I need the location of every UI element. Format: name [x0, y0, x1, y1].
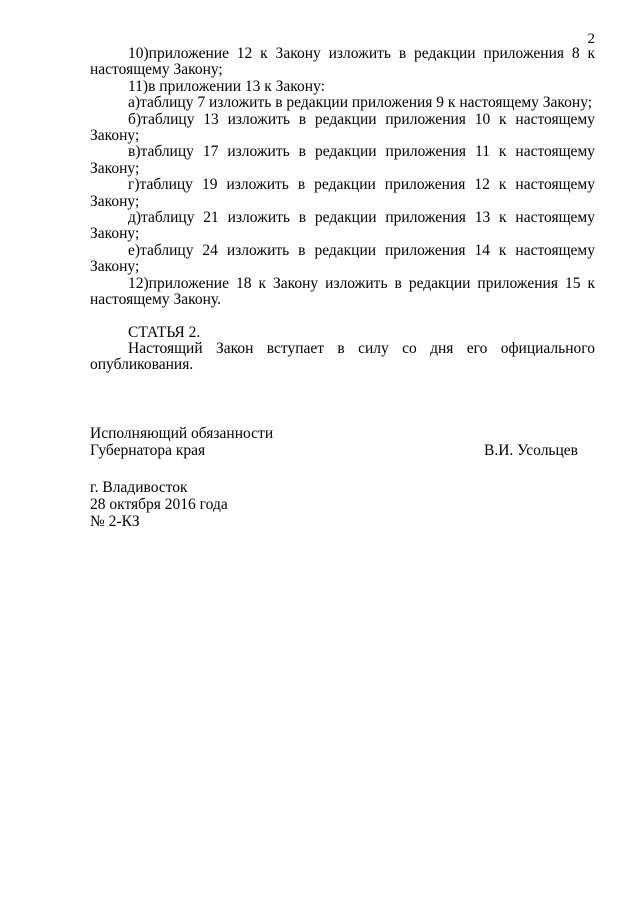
document-body — [90, 46, 595, 374]
signature-block — [90, 425, 580, 459]
article-heading: СТАТЬЯ 2. — [128, 323, 201, 341]
signature-row — [90, 442, 580, 459]
list-item-11d: д)таблицу 21 изложить в редакции приложения 13 к настоящему Закону; — [90, 209, 595, 243]
signatory-name: В.И. Усольцев — [484, 442, 578, 459]
list-item-11: 11)в приложении 13 к Закону: — [128, 77, 325, 95]
list-item-11v: в)таблицу 17 изложить в редакции приложения 11 к настоящему Закону; — [90, 143, 595, 177]
list-item-11a: а)таблицу 7 изложить в редакции приложения 9 к настоящему Закону; — [128, 94, 593, 112]
list-item-10: 10)приложение 12 к Закону изложить в редакции приложения 8 к настоящему Закону; — [90, 45, 595, 79]
list-item-11e: е)таблицу 24 изложить в редакции приложения 14 к настоящему Закону; — [90, 241, 595, 276]
list-item-12: 12)приложение 18 к Закону изложить в редакции приложения 15 к настоящему Закону. — [90, 274, 595, 309]
law-number: № 2-КЗ — [90, 513, 140, 530]
place-date-block — [90, 479, 228, 530]
list-item-11b: б)таблицу 13 изложить в редакции приложения 10 к настоящему Закону; — [90, 110, 595, 145]
article-text: Настоящий Закон вступает в силу со дня его официального опубликования. — [90, 339, 595, 374]
signatory-title-line1: Исполняющий обязанности — [90, 425, 274, 442]
city: г. Владивосток — [90, 479, 188, 496]
page-number: 2 — [587, 31, 595, 47]
signatory-title-line2: Губернатора края — [90, 442, 206, 459]
list-item-11g: г)таблицу 19 изложить в редакции приложения 12 к настоящему Закону; — [90, 176, 595, 210]
date: 28 октября 2016 года — [90, 496, 228, 513]
